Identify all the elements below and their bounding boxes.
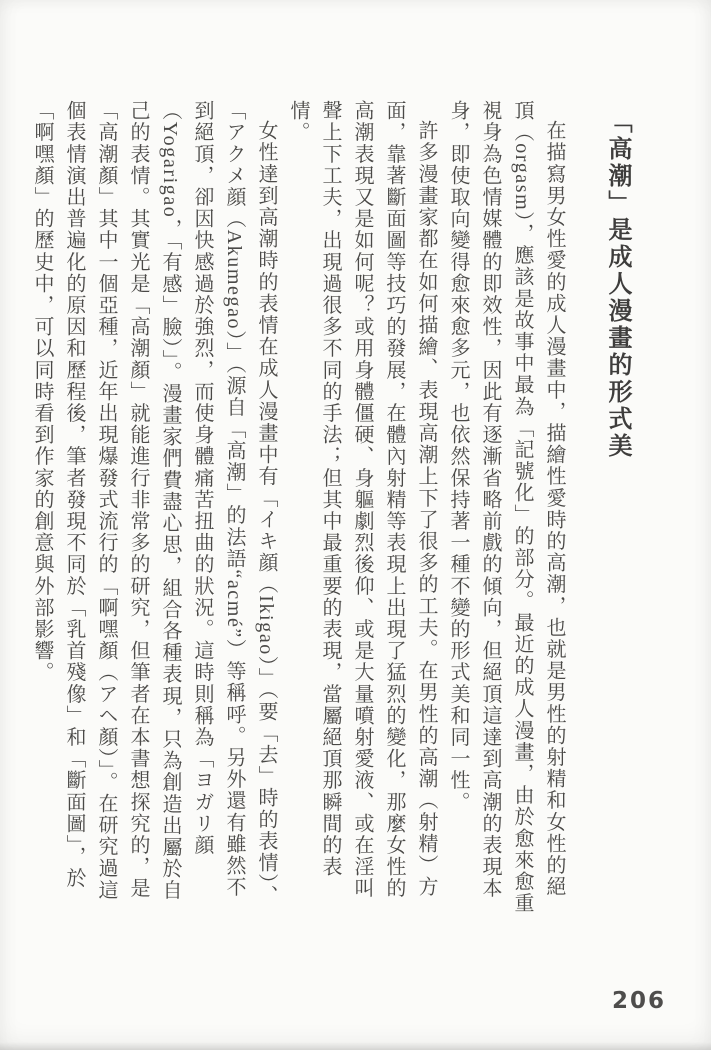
chapter-title: 「高潮」是成人漫畫的形式美 <box>604 109 631 460</box>
page-number: 206 <box>611 988 666 1014</box>
paragraph-2: 許多漫畫家都在如何描繪、表現高潮上下了很多的工夫。在男性的高潮（射精）方面，靠著斷面圖等技巧的發展，在體內射精等表現上出現了猛烈的變化，那麼女性的高潮表現又是如何呢？或用身體僵硬、身軀劇烈後仰、或是大量噴射愛液、或在淫叫聲上下工夫，出現過很多不同的手法；但其中最重要的表現，當屬絕頂那瞬間的表情。 <box>287 100 437 900</box>
vertical-text-block <box>26 100 630 918</box>
paragraph-1: 在描寫男女性愛的成人漫畫中，描繪性愛時的高潮，也就是男性的射精和女性的絕頂（orgasm），應該是故事中最為「記號化」的部分。最近的成人漫畫，由於愈來愈重視身為色情媒體的即效性，因此有逐漸省略前戲的傾向，但絕頂這達到高潮的表現本身，即使取向變得愈來愈多元，也依然保持著一種不變的形式美和同一性。 <box>447 100 565 915</box>
paragraph-3: 女性達到高潮時的表情在成人漫畫中有「イキ顔（Ikigao）」（要「去」時的表情）、「アクメ顔（Akumegao）」（源自「高潮」的法語“acmé”）等稱呼。另外還有雖然不到絕頂，卻因快感過於強烈，而使身體痛苦扭曲的狀況。這時則稱為「ヨガリ顔（Yogarigao，「有感」臉）」。漫畫家們費盡心思，組合各種表現，只為創造出屬於自己的表情。其實光是「高潮顏」就能進行非常多的研究，但筆者在本書想探究的，是「高潮顏」其中一個亞種，近年出現爆發式流行的「啊嘿顏（アヘ顏）」。在研究過這個表情演出普遍化的原因和歷程後，筆者發現不同於「乳首殘像」和「斷面圖」，於「啊嘿顏」的歷史中，可以同時看到作家的創意與外部影響。 <box>31 100 277 907</box>
